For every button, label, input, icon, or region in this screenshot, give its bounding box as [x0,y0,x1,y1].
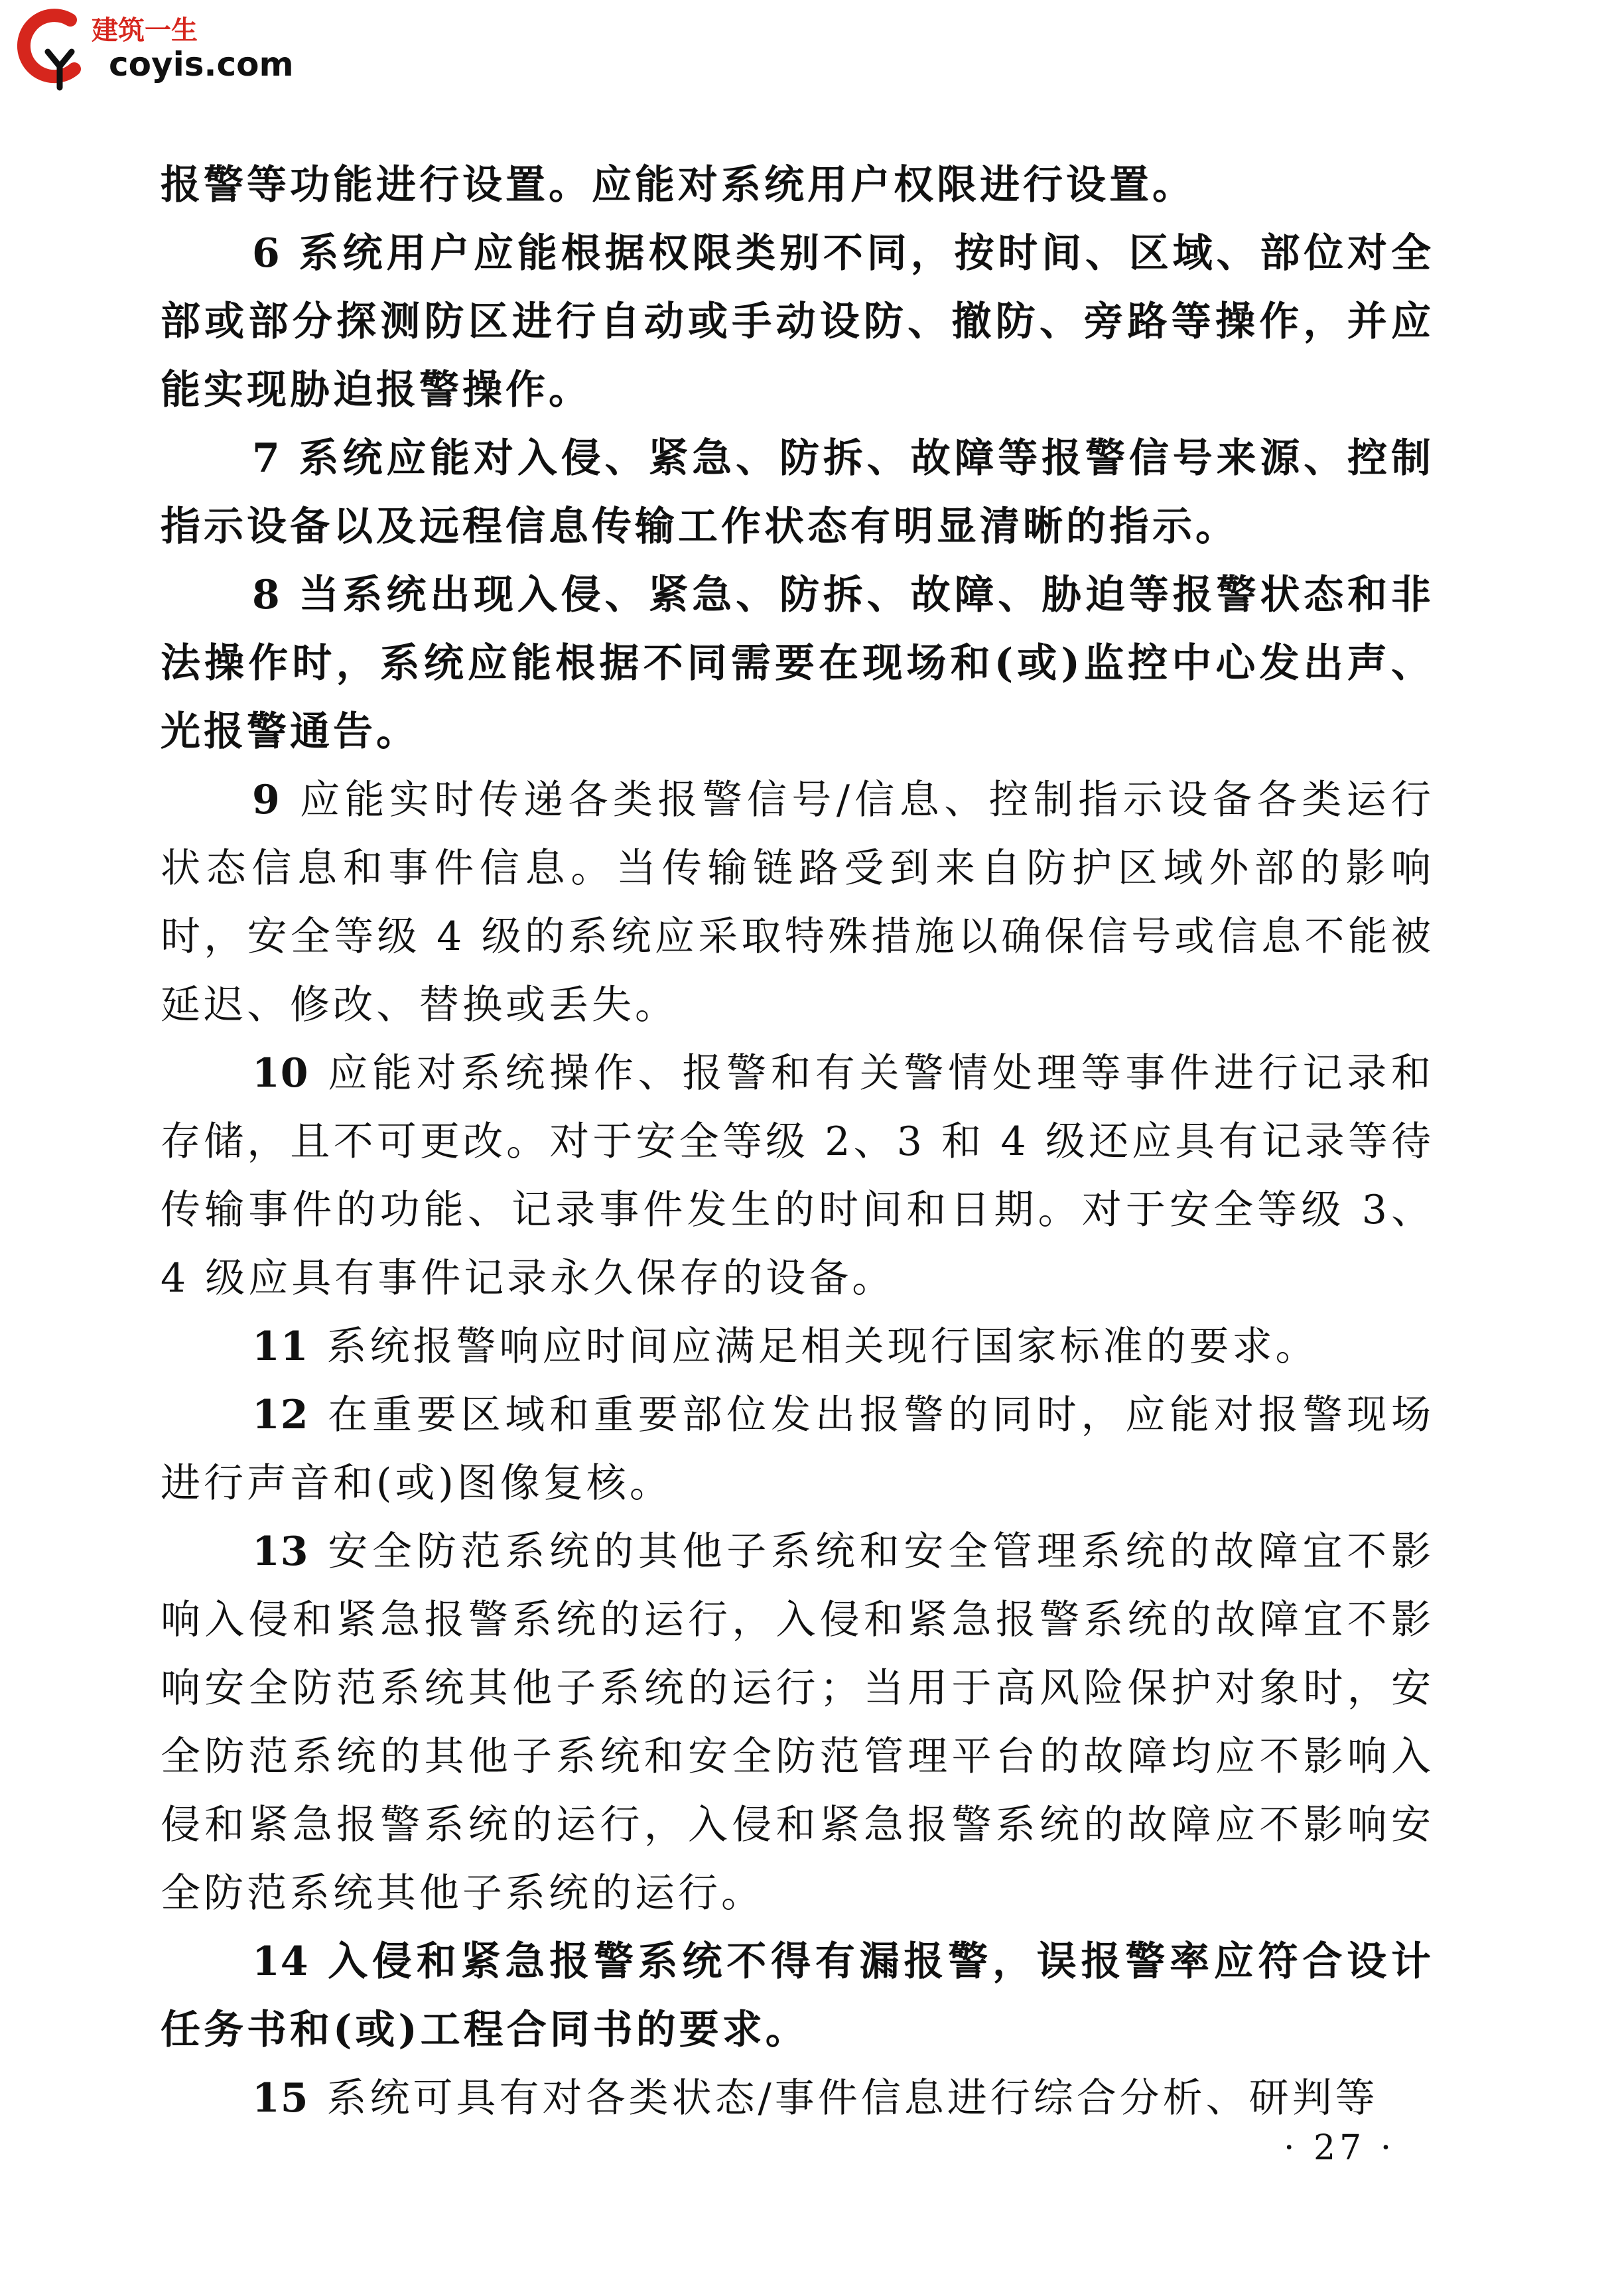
clause-number: 15 [252,2075,309,2122]
clause-paragraph [161,1928,1434,2064]
page-number: · 27 · [1284,2128,1396,2168]
clause-paragraph [161,1313,1434,1381]
clause-number: 8 [252,572,281,618]
clause-text: 系统报警响应时间应满足相关现行国家标准的要求。 [326,1323,1319,1370]
clause-number: 11 [252,1323,309,1370]
clause-number: 14 [252,1938,309,1985]
clause-number: 10 [252,1050,309,1097]
clause-text: 在重要区域和重要部位发出报警的同时，应能对报警现场进行声音和(或)图像复核。 [161,1392,1434,1507]
site-name: 建筑一生 [92,15,198,46]
clause-text: 当系统出现入侵、紧急、防拆、故障、胁迫等报警状态和非法操作时，系统应能根据不同需要在现场和(或)监控中心发出声、光报警通告。 [161,572,1434,755]
clause-number: 13 [252,1528,309,1575]
clause-text: 入侵和紧急报警系统不得有漏报警，误报警率应符合设计任务书和(或)工程合同书的要求。 [161,1938,1434,2053]
document-body [161,151,1434,2133]
site-logo-icon [9,5,96,92]
clause-number: 6 [252,230,281,277]
clause-number: 9 [252,777,281,823]
clause-paragraph [161,1518,1434,1928]
clause-text: 安全防范系统的其他子系统和安全管理系统的故障宜不影响入侵和紧急报警系统的运行，入侵和紧急报警系统的故障宜不影响安全防范系统其他子系统的运行；当用于高风险保护对象时，安全防范系统的其他子系统和安全防范管理平台的故障均应不影响入侵和紧急报警系统的运行，入侵和紧急报警系统的故障应不影响安全防范系统其他子系统的运行。 [161,1528,1434,1917]
clause-text: 应能实时传递各类报警信号/信息、控制指示设备各类运行状态信息和事件信息。当传输链路受到来自防护区域外部的影响时，安全等级 4 级的系统应采取特殊措施以确保信号或信息不能被延迟、修改、替换或丢失。 [161,777,1434,1028]
clause-paragraph [161,1040,1434,1313]
clause-number: 7 [252,435,281,482]
clause-text: 系统用户应能根据权限类别不同，按时间、区域、部位对全部或部分探测防区进行自动或手动设防、撤防、旁路等操作，并应能实现胁迫报警操作。 [161,230,1434,413]
clause-paragraph [161,220,1434,425]
clause-paragraph [161,766,1434,1040]
clause-number: 12 [252,1392,309,1438]
site-watermark [9,5,294,92]
clause-paragraph [161,425,1434,561]
clause-text: 系统应能对入侵、紧急、防拆、故障等报警信号来源、控制指示设备以及远程信息传输工作状态有明显清晰的指示。 [161,435,1434,550]
clause-paragraph [161,2064,1434,2133]
site-url: coyis.com [109,45,294,84]
clause-paragraph [161,1381,1434,1518]
clause-text: 应能对系统操作、报警和有关警情处理等事件进行记录和存储，且不可更改。对于安全等级 2、3 和 4 级还应具有记录等待传输事件的功能、记录事件发生的时间和日期。对于安全等级 3、4 级应具有事件记录永久保存的设备。 [161,1050,1434,1302]
clause-text: 系统可具有对各类状态/事件信息进行综合分析、研判等 [326,2075,1379,2122]
clause-paragraph [161,561,1434,766]
continued-paragraph [161,151,1434,220]
clause-text: 报警等功能进行设置。应能对系统用户权限进行设置。 [161,162,1195,208]
